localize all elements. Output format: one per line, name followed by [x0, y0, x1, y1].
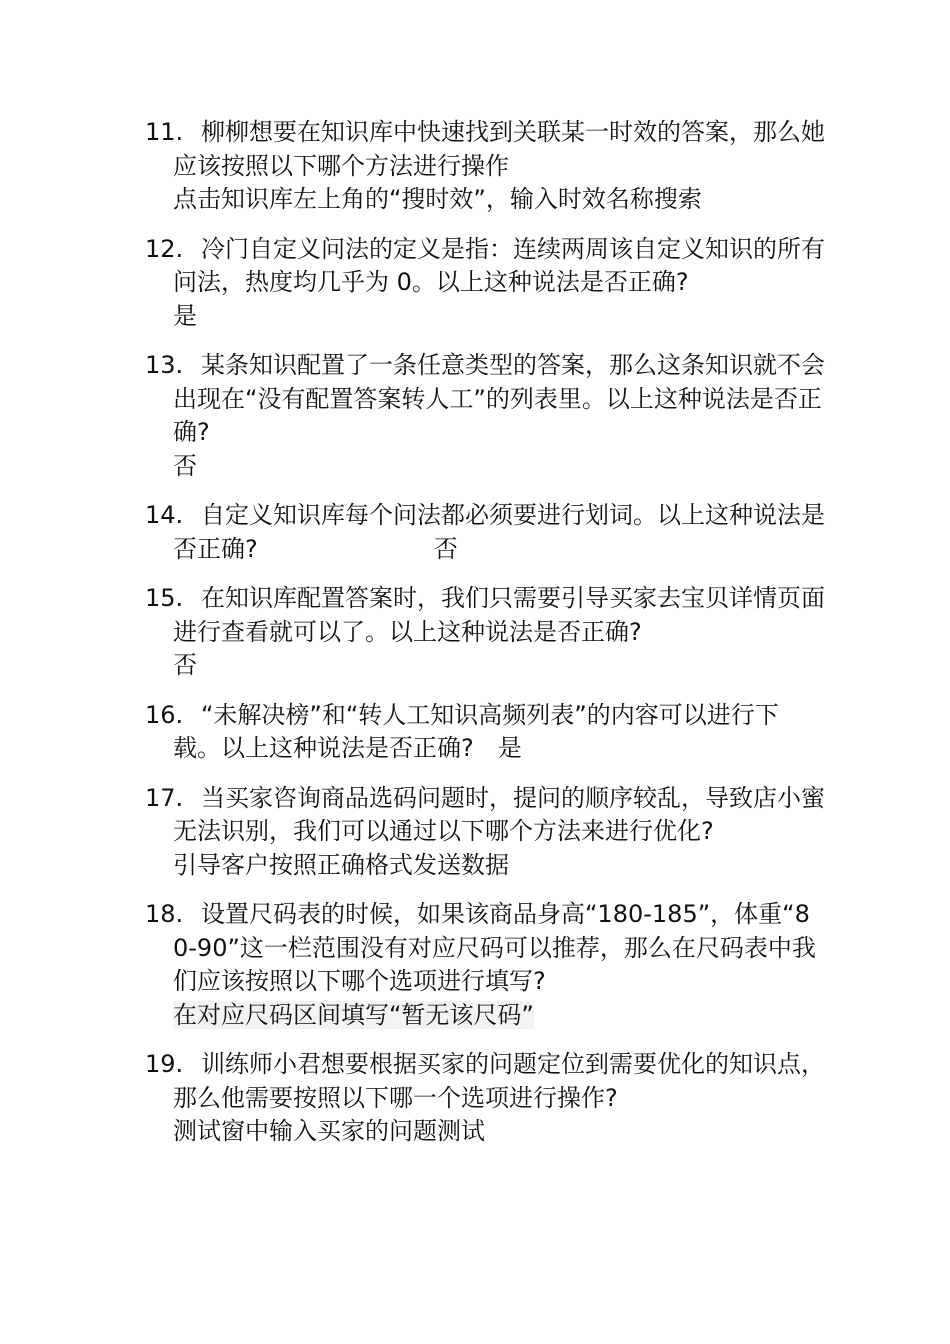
question-answer: 是 — [497, 734, 522, 762]
question-item-13 — [145, 349, 825, 483]
question-text: 训练师小君想要根据买家的问题定位到需要优化的知识点，那么他需要按照以下哪一个选项进行操作? — [173, 1050, 825, 1112]
question-list — [145, 116, 825, 1165]
question-answer: 点击知识库左上角的“搜时效”，输入时效名称搜索 — [173, 185, 702, 213]
question-number: 11. — [145, 118, 184, 146]
question-item-12 — [145, 233, 825, 334]
question-number: 18. — [145, 900, 184, 928]
question-text-content: 自定义知识库每个问法都必须要进行划词。以上这种说法是否正确? — [173, 501, 825, 563]
question-text — [173, 499, 825, 566]
question-item-15 — [145, 582, 825, 683]
question-number: 13. — [145, 351, 184, 379]
question-item-16 — [145, 699, 825, 766]
question-item-18 — [145, 898, 825, 1032]
question-number: 12. — [145, 234, 184, 263]
question-answer: 否 — [433, 534, 458, 563]
question-item-11 — [145, 116, 825, 217]
question-answer: 否 — [173, 451, 197, 480]
question-item-14 — [145, 499, 825, 566]
question-answer: 是 — [173, 301, 197, 330]
question-text: 某条知识配置了一条任意类型的答案，那么这条知识就不会出现在“没有配置答案转人工”的列表里。以上这种说法是否正确? — [173, 351, 825, 446]
question-answer: 测试窗中输入买家的问题测试 — [173, 1117, 485, 1145]
question-text: 冷门自定义问法的定义是指：连续两周该自定义知识的所有问法，热度均几乎为 0。以上这种说法是否正确? — [173, 234, 825, 296]
question-number: 19. — [145, 1050, 184, 1078]
question-answer: 否 — [173, 651, 197, 679]
question-number: 16. — [145, 700, 184, 729]
question-item-17 — [145, 782, 825, 883]
question-text: 柳柳想要在知识库中快速找到关联某一时效的答案，那么她应该按照以下哪个方法进行操作 — [173, 118, 825, 180]
question-text-content: “未解决榜”和“转人工知识高频列表”的内容可以进行下载。以上这种说法是否正确? — [173, 700, 779, 762]
question-answer: 引导客户按照正确格式发送数据 — [173, 850, 509, 879]
question-text — [173, 699, 825, 766]
answer-highlight: 在对应尺码区间填写“暂无该尺码” — [173, 1000, 534, 1029]
question-number: 15. — [145, 584, 184, 612]
question-number: 14. — [145, 501, 184, 529]
question-number: 17. — [145, 783, 184, 812]
question-answer — [173, 999, 825, 1033]
question-item-19 — [145, 1048, 825, 1149]
question-text: 当买家咨询商品选码问题时，提问的顺序较乱，导致店小蜜无法识别，我们可以通过以下哪个方法来进行优化? — [173, 783, 825, 845]
question-text: 设置尺码表的时候，如果该商品身高“180-185”，体重“80-90”这一栏范围没有对应尺码可以推荐，那么在尺码表中我们应该按照以下哪个选项进行填写? — [173, 900, 816, 995]
question-text: 在知识库配置答案时，我们只需要引导买家去宝贝详情页面进行查看就可以了。以上这种说法是否正确? — [173, 584, 825, 646]
